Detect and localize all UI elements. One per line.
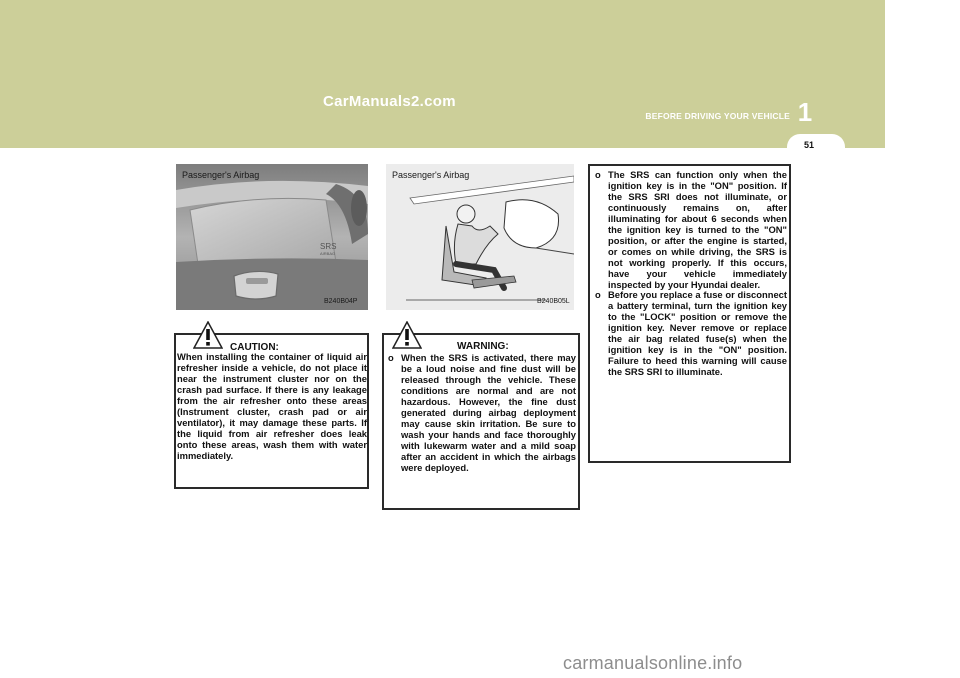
caution-text: When installing the container of liquid air refresher inside a vehicle, do not place it near the instrument cluster nor on the crash pad surface. If there is any leakage from the air refresher onto these areas (Instrument cluster, crash pad or air ventilator), it may damage these parts. If the liquid from air refresher does leak onto these areas, wash them with water immediately. xyxy=(177,351,367,461)
srs-badge-sub: AIRBAG xyxy=(320,251,336,256)
deployment-illustration xyxy=(386,164,574,310)
bullet-mark: o xyxy=(388,352,394,363)
section-title: BEFORE DRIVING YOUR VEHICLE xyxy=(645,111,790,121)
warning-triangle-icon xyxy=(193,321,223,349)
srs-badge: SRS xyxy=(320,242,337,251)
caution-box xyxy=(174,333,369,489)
figure-label: Passenger's Airbag xyxy=(182,170,260,180)
warning-item xyxy=(388,353,576,473)
figure-code: B240B04P xyxy=(324,298,358,305)
site-watermark[interactable]: CarManuals2.com xyxy=(323,93,456,110)
figure-code: B240B05L xyxy=(537,298,570,305)
warning-triangle-icon xyxy=(392,321,422,349)
figure-passenger-airbag-deployment xyxy=(386,164,574,310)
srs-notes-list xyxy=(595,170,787,378)
srs-note-item xyxy=(595,170,787,290)
srs-note-item xyxy=(595,290,787,378)
srs-note-text: Before you replace a fuse or disconnect a battery terminal, turn the ignition key to the "LOCK" position or remove the ignition key. Never remove or replace the air bag related fuse(s) when the ignition key is in the "ON" position. Failure to heed this warning will cause the SRS SRI to illuminate. xyxy=(608,289,787,378)
warning-title: WARNING: xyxy=(457,341,509,352)
warning-box xyxy=(382,333,580,510)
figure-passenger-airbag-dashboard xyxy=(176,164,368,310)
chapter-number: 1 xyxy=(797,97,813,127)
figure-label: Passenger's Airbag xyxy=(392,170,470,180)
warning-item-text: When the SRS is activated, there may be a loud noise and fine dust will be released through the vehicle. These conditions are normal and are not hazardous. However, the fine dust generated during airbag deployment may cause skin irritation. Be sure to wash your hands and face thoroughly with lukewarm water and a mild soap after an accident in which the airbags were deployed. xyxy=(401,352,576,473)
bullet-mark: o xyxy=(595,169,601,180)
srs-note-text: The SRS can function only when the ignition key is in the "ON" position. If the SRS SRI does not illuminate, or continuously remains on, after illuminating for about 6 seconds when the ignition key is turned to the "ON" position, or after the engine is started, or comes on while driving, the SRS is not working properly. If this occurs, have your vehicle immediately inspected by your Hyundai dealer. xyxy=(608,169,787,290)
header-band xyxy=(0,0,885,148)
page-number: 51 xyxy=(803,140,814,150)
warning-text-block xyxy=(388,353,576,473)
bullet-mark: o xyxy=(595,289,601,301)
footer-watermark[interactable]: carmanualsonline.info xyxy=(563,653,743,673)
caution-title: CAUTION: xyxy=(230,342,279,353)
srs-notes-box xyxy=(588,164,791,463)
dashboard-illustration xyxy=(176,164,368,310)
